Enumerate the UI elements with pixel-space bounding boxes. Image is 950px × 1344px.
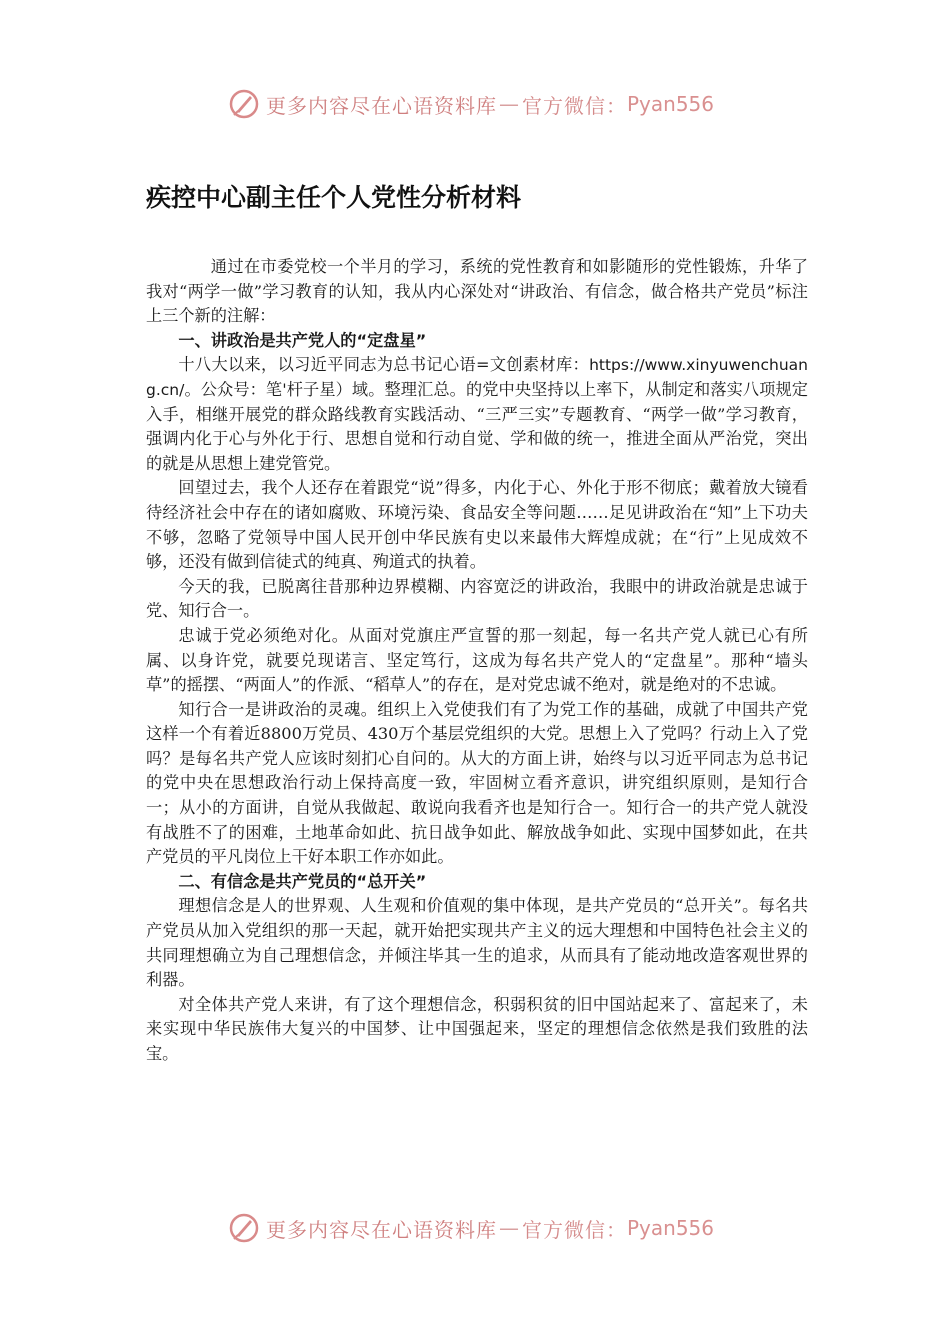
section-1-paragraph-4: 忠诚于党必须绝对化。从面对党旗庄严宣誓的那一刻起，每一名共产党人就已心有所属、以身许党，就要兑现诺言、坚定笃行，这成为每名共产党人的“定盘星”。那种“墙头草”的摇摆、“两面人”的作派、“稻草人”的存在，是对党忠诚不绝对，就是绝对的不忠诚。 xyxy=(146,625,808,695)
footer-watermark xyxy=(228,1210,714,1246)
section-1-paragraph-2: 回望过去，我个人还存在着跟党“说”得多，内化于心、外化于形不彻底；戴着放大镜看待经济社会中存在的诸如腐败、环境污染、食品安全等问题……足见讲政治在“知”上下功夫不够，忽略了党领导中国人民开创中华民族有史以来最伟大辉煌成就；在“行”上见成效不够，还没有做到信徒式的纯真、殉道式的执着。 xyxy=(146,478,808,572)
document-title: 疾控中心副主任个人党性分析材料 xyxy=(146,183,522,212)
section-2-heading: 二、有信念是共产党员的“总开关” xyxy=(178,871,427,891)
intro-paragraph: 通过在市委党校一个半月的学习，系统的党性教育和如影随形的党性锻炼，升华了我对“两学一做”学习教育的认知，我从内心深处对“讲政治、有信念，做合格共产党员”标注上三个新的注解： xyxy=(146,257,808,326)
section-2-paragraph-1: 理想信念是人的世界观、人生观和价值观的集中体现，是共产党员的“总开关”。每名共产党员从加入党组织的那一天起，就开始把实现共产主义的远大理想和中国特色社会主义的共同理想确立为自己理想信念，并倾注毕其一生的追求，从而具有了能动地改造客观世界的利器。 xyxy=(146,896,808,990)
document-body xyxy=(146,255,808,1067)
quill-logo-icon xyxy=(228,88,260,120)
s1-p1-text-a: 十八大以来，以习近平同志为总书记心语=文创素材库： xyxy=(178,355,590,375)
watermark-brand: 更多内容尽在心语资料库 xyxy=(266,1217,497,1242)
section-1-paragraph-1 xyxy=(146,353,808,476)
quill-logo-icon xyxy=(228,1212,260,1244)
section-1-paragraph-3: 今天的我，已脱离往昔那种边界模糊、内容宽泛的讲政治，我眼中的讲政治就是忠诚于党、知行合一。 xyxy=(146,576,808,621)
watermark-wechat-label: 官方微信： xyxy=(522,93,627,118)
watermark-brand: 更多内容尽在心语资料库 xyxy=(266,93,497,118)
watermark-dash: — xyxy=(499,92,520,116)
watermark-handle: Pyan556 xyxy=(627,1216,715,1240)
section-2-paragraph-2: 对全体共产党人来讲，有了这个理想信念，积弱积贫的旧中国站起来了、富起来了，未来实现中华民族伟大复兴的中国梦、让中国强起来，坚定的理想信念依然是我们致胜的法宝。 xyxy=(146,994,808,1063)
source-url-link[interactable]: https://www.xinyuwenchuang.cn/ xyxy=(146,356,808,399)
section-1-paragraph-5: 知行合一是讲政治的灵魂。组织上入党使我们有了为党工作的基础，成就了中国共产党这样一个有着近8800万党员、430万个基层党组织的大党。思想上入了党吗？行动上入了党吗？是每名共产党人应该时刻扪心自问的。从大的方面上讲，始终与以习近平同志为总书记的党中央在思想政治行动上保持高度一致，牢固树立看齐意识，讲究组织原则，是知行合一；从小的方面讲，自觉从我做起、敢说向我看齐也是知行合一。知行合一的共产党人就没有战胜不了的困难，土地革命如此、抗日战争如此、解放战争如此、实现中国梦如此，在共产党员的平凡岗位上干好本职工作亦如此。 xyxy=(146,699,808,867)
s1-p1-text-b: 。公众号：笔'杆子星）域。整理汇总。的党中央坚持以上率下，从制定和落实八项规定入手，相继开展党的群众路线教育实践活动、“三严三实”专题教育、“两学一做”学习教育，强调内化于心与外化于行、思想自觉和行动自觉、学和做的统一，推进全面从严治党，突出的就是从思想上建党管党。 xyxy=(146,379,808,473)
watermark-handle: Pyan556 xyxy=(627,92,715,116)
header-watermark xyxy=(228,86,714,122)
watermark-wechat-label: 官方微信： xyxy=(522,1217,627,1242)
section-1-heading: 一、讲政治是共产党人的“定盘星” xyxy=(178,330,427,350)
watermark-dash: — xyxy=(499,1216,520,1240)
